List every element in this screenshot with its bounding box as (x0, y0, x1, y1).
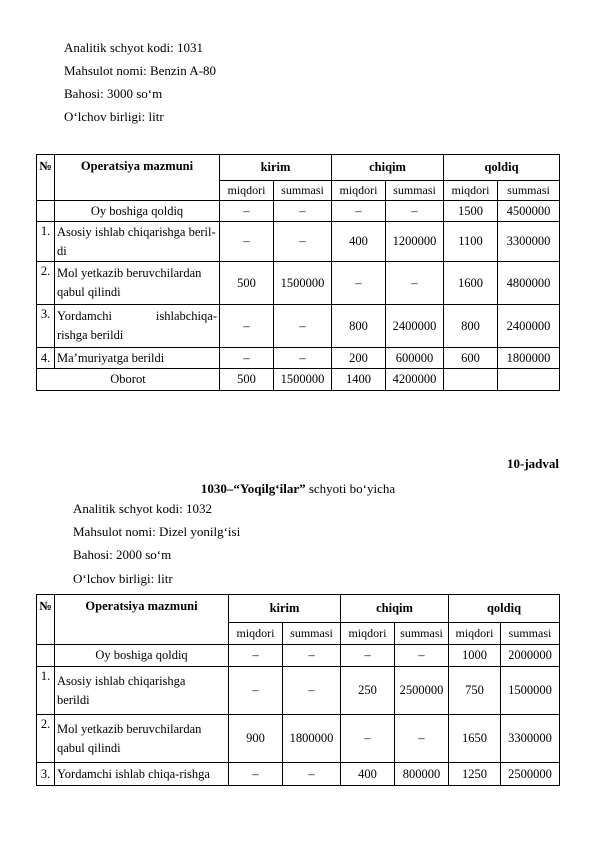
row-number (37, 645, 55, 667)
cell-chiqim-summasi: – (386, 262, 444, 305)
info-price: Bahosi: 2000 so‘m (73, 547, 172, 562)
row-operation: Yordamchi ishlab chiqa-rishga (55, 763, 229, 786)
cell-qoldiq-summasi: 2500000 (501, 763, 560, 786)
total-qoldiq-summasi (498, 369, 560, 391)
header-miqdori: miqdori (341, 623, 395, 645)
header-number: № (37, 595, 55, 645)
header-miqdori: miqdori (332, 181, 386, 201)
info-product: Mahsulot nomi: Dizel yonilg‘isi (73, 524, 241, 539)
cell-chiqim-miqdori: – (332, 201, 386, 222)
header-chiqim: chiqim (332, 155, 444, 181)
header-miqdori: miqdori (229, 623, 283, 645)
caption-rest: schyoti bo‘yicha (305, 481, 396, 496)
cell-qoldiq-miqdori: 750 (449, 667, 501, 715)
header-operation: Operatsiya mazmuni (55, 595, 229, 645)
table-row (37, 262, 560, 305)
cell-chiqim-summasi: 2400000 (386, 305, 444, 348)
row-operation: Oy boshiga qoldiq (55, 645, 229, 667)
cell-kirim-summasi: 1500000 (274, 262, 332, 305)
header-kirim: kirim (220, 155, 332, 181)
cell-chiqim-summasi: – (395, 645, 449, 667)
total-label: Oborot (37, 369, 220, 391)
cell-kirim-miqdori: – (229, 645, 283, 667)
row-number: 4. (37, 348, 55, 369)
table-row (37, 305, 560, 348)
cell-kirim-miqdori: – (220, 305, 274, 348)
cell-kirim-miqdori: 500 (220, 262, 274, 305)
total-chiqim-miqdori: 1400 (332, 369, 386, 391)
info-price: Bahosi: 3000 so‘m (64, 86, 163, 101)
cell-kirim-miqdori: – (220, 348, 274, 369)
row-operation: Mol yetkazib beruvchilardan qabul qilindi (55, 715, 229, 763)
cell-kirim-summasi: – (274, 348, 332, 369)
total-kirim-summasi: 1500000 (274, 369, 332, 391)
cell-chiqim-miqdori: – (341, 645, 395, 667)
cell-chiqim-miqdori: – (341, 715, 395, 763)
header-chiqim: chiqim (341, 595, 449, 623)
row-number: 2. (37, 262, 55, 305)
cell-chiqim-summasi: 2500000 (395, 667, 449, 715)
cell-qoldiq-miqdori: 1600 (444, 262, 498, 305)
cell-qoldiq-summasi: 3300000 (498, 222, 560, 262)
cell-qoldiq-summasi: 2000000 (501, 645, 560, 667)
cell-kirim-summasi: – (283, 645, 341, 667)
cell-qoldiq-summasi: 2400000 (498, 305, 560, 348)
total-qoldiq-miqdori (444, 369, 498, 391)
table-caption (0, 481, 596, 497)
cell-qoldiq-miqdori: 1000 (449, 645, 501, 667)
header-summasi: summasi (501, 623, 560, 645)
cell-qoldiq-miqdori: 600 (444, 348, 498, 369)
table-row (37, 348, 560, 369)
row-operation: Mol yetkazib beruvchilardan qabul qilindi (55, 262, 220, 305)
total-row (37, 369, 560, 391)
account-table-1031 (36, 154, 560, 391)
header-qoldiq: qoldiq (444, 155, 560, 181)
row-number: 3. (37, 763, 55, 786)
row-number: 1. (37, 667, 55, 715)
cell-chiqim-miqdori: 200 (332, 348, 386, 369)
info-unit: O‘lchov birligi: litr (73, 571, 173, 586)
cell-chiqim-summasi: – (395, 715, 449, 763)
total-chiqim-summasi: 4200000 (386, 369, 444, 391)
cell-kirim-summasi: – (274, 305, 332, 348)
cell-kirim-miqdori: 900 (229, 715, 283, 763)
cell-chiqim-miqdori: – (332, 262, 386, 305)
header-qoldiq: qoldiq (449, 595, 560, 623)
cell-kirim-summasi: – (283, 667, 341, 715)
cell-qoldiq-miqdori: 1100 (444, 222, 498, 262)
cell-qoldiq-miqdori: 800 (444, 305, 498, 348)
header-miqdori: miqdori (444, 181, 498, 201)
cell-kirim-miqdori: – (229, 763, 283, 786)
cell-qoldiq-summasi: 4800000 (498, 262, 560, 305)
row-operation (55, 305, 220, 348)
row-number: 3. (37, 305, 55, 348)
total-kirim-miqdori: 500 (220, 369, 274, 391)
info-unit: O‘lchov birligi: litr (64, 109, 164, 124)
header-summasi: summasi (386, 181, 444, 201)
table-row (37, 201, 560, 222)
caption-account: 1030–“Yoqilg‘ilar” (200, 481, 306, 496)
cell-chiqim-miqdori: 400 (332, 222, 386, 262)
row-operation: Ma’muriyatga berildi (55, 348, 220, 369)
info-product: Mahsulot nomi: Benzin A-80 (64, 63, 217, 78)
cell-chiqim-summasi: – (386, 201, 444, 222)
cell-chiqim-summasi: 1200000 (386, 222, 444, 262)
cell-chiqim-miqdori: 250 (341, 667, 395, 715)
cell-kirim-miqdori: – (220, 222, 274, 262)
cell-qoldiq-miqdori: 1650 (449, 715, 501, 763)
cell-kirim-summasi: 1800000 (283, 715, 341, 763)
cell-kirim-miqdori: – (229, 667, 283, 715)
row-operation: Asosiy ishlab chiqarishga berildi (55, 667, 229, 715)
cell-qoldiq-miqdori: 1500 (444, 201, 498, 222)
cell-qoldiq-miqdori: 1250 (449, 763, 501, 786)
cell-kirim-summasi: – (283, 763, 341, 786)
cell-qoldiq-summasi: 1500000 (501, 667, 560, 715)
cell-chiqim-miqdori: 400 (341, 763, 395, 786)
table-row (37, 645, 560, 667)
header-summasi: summasi (498, 181, 560, 201)
header-summasi: summasi (283, 623, 341, 645)
header-operation: Operatsiya mazmuni (55, 155, 220, 201)
row-number (37, 201, 55, 222)
table-row (37, 222, 560, 262)
row-operation-line1: Yordamchi ishlabchiqa- (57, 309, 217, 323)
cell-kirim-miqdori: – (220, 201, 274, 222)
header-summasi: summasi (274, 181, 332, 201)
row-operation: Oy boshiga qoldiq (55, 201, 220, 222)
table-row (37, 763, 560, 786)
table-number-label: 10-jadval (507, 456, 559, 471)
cell-chiqim-miqdori: 800 (332, 305, 386, 348)
row-number: 1. (37, 222, 55, 262)
cell-kirim-summasi: – (274, 222, 332, 262)
table-row (37, 715, 560, 763)
header-miqdori: miqdori (220, 181, 274, 201)
info-code: Analitik schyot kodi: 1031 (64, 40, 204, 55)
row-operation: Asosiy ishlab chiqarishga berildi (55, 222, 220, 262)
cell-chiqim-summasi: 800000 (395, 763, 449, 786)
row-number: 2. (37, 715, 55, 763)
header-number: № (37, 155, 55, 201)
cell-chiqim-summasi: 600000 (386, 348, 444, 369)
account-table-1032 (36, 594, 560, 786)
header-summasi: summasi (395, 623, 449, 645)
table-row (37, 667, 560, 715)
header-miqdori: miqdori (449, 623, 501, 645)
cell-qoldiq-summasi: 4500000 (498, 201, 560, 222)
cell-qoldiq-summasi: 3300000 (501, 715, 560, 763)
header-kirim: kirim (229, 595, 341, 623)
row-operation-line2: rishga berildi (57, 328, 124, 342)
cell-kirim-summasi: – (274, 201, 332, 222)
info-code: Analitik schyot kodi: 1032 (73, 501, 213, 516)
cell-qoldiq-summasi: 1800000 (498, 348, 560, 369)
